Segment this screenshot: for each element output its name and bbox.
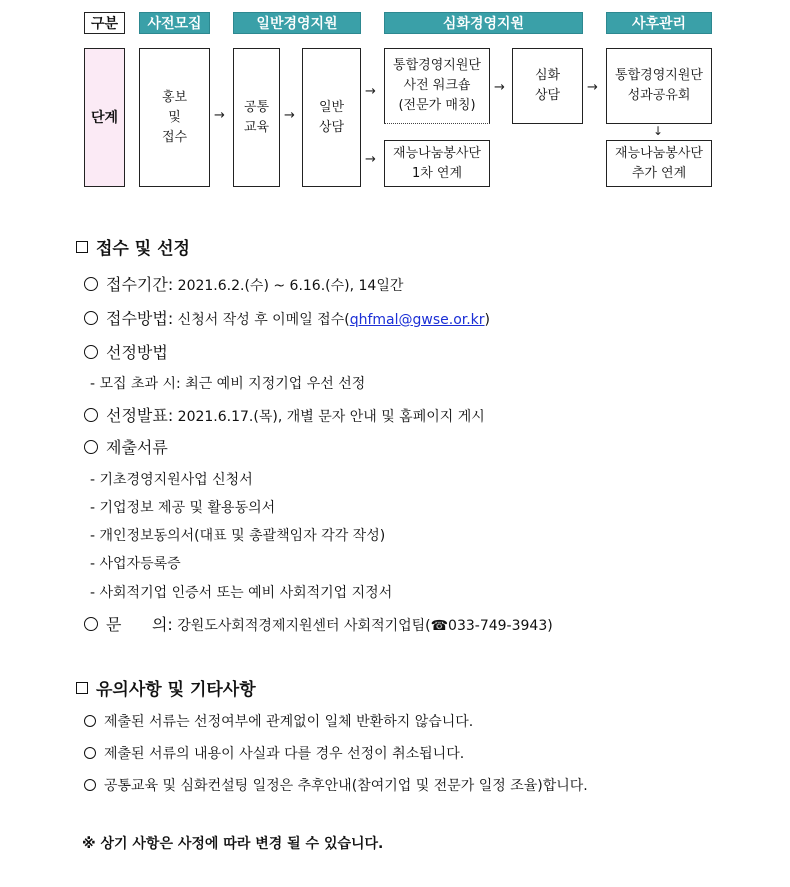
document-item: - 기업정보 제공 및 활용동의서 bbox=[90, 500, 276, 516]
footnote: ※ 상기 사항은 사정에 따라 변경 될 수 있습니다. bbox=[82, 836, 384, 852]
note-item-text: 제출된 서류는 선정여부에 관계없이 일체 반환하지 않습니다. bbox=[104, 714, 474, 730]
step-results-sharing-line1: 통합경영지원단 bbox=[615, 68, 703, 83]
phase-header-general: 일반경영지원 bbox=[233, 12, 361, 34]
contact-label: 문 의: bbox=[106, 615, 173, 634]
section-notes-title bbox=[76, 675, 256, 700]
circle-bullet-icon bbox=[84, 617, 98, 631]
step-first-talent-link-line1: 재능나눔봉사단 bbox=[393, 145, 481, 161]
circle-bullet-icon bbox=[84, 779, 96, 791]
step-promo-line2: 및 bbox=[168, 109, 181, 125]
arrow-1: → bbox=[214, 108, 225, 123]
email-link[interactable]: qhfmal@gwse.or.kr bbox=[349, 312, 485, 328]
step-advanced-consulting-line2: 상담 bbox=[534, 88, 561, 103]
step-first-talent-link bbox=[384, 140, 490, 187]
stage-label: 단계 bbox=[84, 48, 125, 187]
step-common-education-line1: 공통 bbox=[243, 99, 270, 115]
circle-bullet-icon bbox=[84, 408, 98, 422]
section-notes-title-text: 유의사항 및 기타사항 bbox=[96, 680, 256, 700]
section-application-title-text: 접수 및 선정 bbox=[96, 239, 190, 259]
document-item: - 개인정보동의서(대표 및 총괄책임자 각각 작성) bbox=[90, 528, 386, 544]
arrow-3a: → bbox=[365, 84, 376, 99]
document-item: - 사회적기업 인증서 또는 예비 사회적기업 지정서 bbox=[90, 585, 393, 601]
phase-header-advanced: 심화경영지원 bbox=[384, 12, 583, 34]
application-period bbox=[84, 272, 403, 295]
circle-bullet-icon bbox=[84, 440, 98, 454]
circle-bullet-icon bbox=[84, 345, 98, 359]
step-workshop-line3: (전문가 매칭) bbox=[398, 98, 476, 113]
application-period-value: 2021.6.2.(수) ~ 6.16.(수), 14일간 bbox=[173, 278, 404, 294]
step-results-sharing bbox=[606, 48, 712, 124]
step-first-talent-link-line2: 1차 연계 bbox=[411, 165, 463, 181]
step-promo-line1: 홍보 bbox=[161, 89, 188, 105]
circle-bullet-icon bbox=[84, 311, 98, 325]
selection-method bbox=[84, 340, 168, 363]
application-method-label: 접수방법: bbox=[106, 309, 174, 328]
note-item-text: 공통교육 및 심화컨설팅 일정은 추후안내(참여기업 및 전문가 일정 조율)합니다. bbox=[104, 778, 588, 794]
selection-announcement bbox=[84, 403, 485, 426]
step-extra-talent-link-line1: 재능나눔봉사단 bbox=[615, 145, 703, 161]
step-advanced-consulting-line1: 심화 bbox=[534, 68, 561, 83]
step-extra-talent-link-line2: 추가 연계 bbox=[631, 165, 687, 181]
note-item bbox=[84, 711, 473, 731]
step-advanced-consulting bbox=[512, 48, 583, 124]
category-header: 구분 bbox=[84, 12, 125, 34]
selection-announcement-label: 선정발표: bbox=[106, 406, 174, 425]
application-method bbox=[84, 306, 490, 329]
selection-announcement-value: 2021.6.17.(목), 개별 문자 안내 및 홈페이지 게시 bbox=[173, 409, 485, 425]
application-method-value: 신청서 작성 후 이메일 접수( bbox=[173, 312, 350, 328]
circle-bullet-icon bbox=[84, 747, 96, 759]
step-workshop-line1: 통합경영지원단 bbox=[393, 58, 481, 73]
step-workshop bbox=[384, 48, 490, 124]
step-common-education bbox=[233, 48, 280, 187]
step-common-education-line2: 교육 bbox=[243, 119, 270, 135]
step-results-sharing-line2: 성과공유회 bbox=[627, 88, 691, 103]
step-general-consulting bbox=[302, 48, 361, 187]
note-item bbox=[84, 775, 588, 795]
step-extra-talent-link bbox=[606, 140, 712, 187]
circle-bullet-icon bbox=[84, 277, 98, 291]
step-general-consulting-line1: 일반 bbox=[318, 99, 345, 115]
checkbox-square-icon bbox=[76, 241, 88, 253]
arrow-3b: → bbox=[365, 152, 376, 167]
arrow-2: → bbox=[284, 108, 295, 123]
step-workshop-line2: 사전 워크숍 bbox=[403, 78, 471, 93]
step-general-consulting-line2: 상담 bbox=[318, 119, 345, 135]
arrow-4: → bbox=[494, 80, 505, 95]
phase-header-pre-recruit: 사전모집 bbox=[139, 12, 210, 34]
note-item bbox=[84, 743, 464, 763]
application-period-label: 접수기간: bbox=[106, 275, 174, 294]
section-application-title bbox=[76, 234, 190, 259]
phase-header-followup: 사후관리 bbox=[606, 12, 712, 34]
required-documents bbox=[84, 435, 168, 458]
document-item: - 기초경영지원사업 신청서 bbox=[90, 472, 253, 488]
step-promo-line3: 접수 bbox=[161, 129, 188, 145]
step-promo bbox=[139, 48, 210, 187]
selection-method-detail: - 모집 초과 시: 최근 예비 지정기업 우선 선정 bbox=[90, 376, 366, 392]
circle-bullet-icon bbox=[84, 715, 96, 727]
selection-method-label: 선정방법 bbox=[106, 343, 168, 362]
required-documents-label: 제출서류 bbox=[106, 438, 168, 457]
contact-info bbox=[84, 612, 553, 635]
document-item: - 사업자등록증 bbox=[90, 556, 181, 572]
checkbox-square-icon bbox=[76, 682, 88, 694]
contact-value: 강원도사회적경제지원센터 사회적기업팀(☎033-749-3943) bbox=[172, 618, 553, 634]
arrow-5: → bbox=[587, 80, 598, 95]
note-item-text: 제출된 서류의 내용이 사실과 다를 경우 선정이 취소됩니다. bbox=[104, 746, 465, 762]
application-method-end: ) bbox=[484, 312, 491, 328]
arrow-down: ↓ bbox=[653, 124, 664, 138]
